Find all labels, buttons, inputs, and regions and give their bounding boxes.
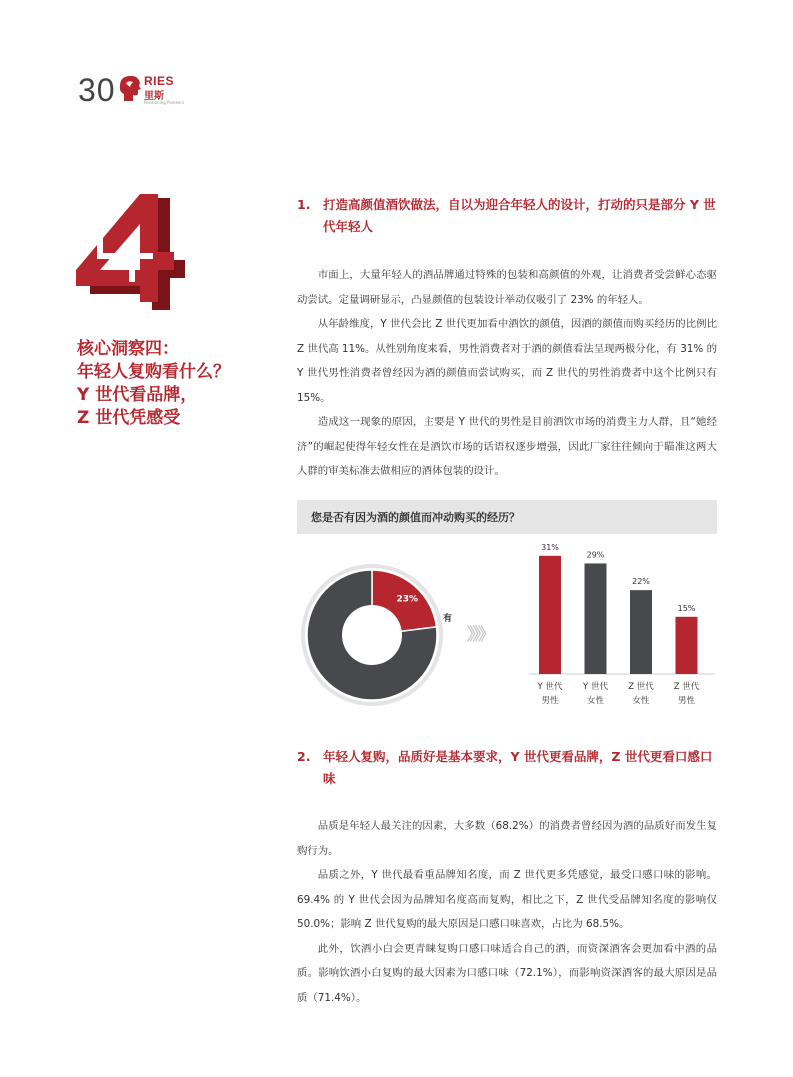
paragraph: 市面上，大量年轻人的酒品牌通过特殊的包装和高颜值的外观，让消费者受尝鲜心态驱动尝试。定量调研显示，凸显颜值的包装设计举动仅吸引了 23% 的年轻人。 bbox=[297, 269, 717, 306]
donut-legend-label: 有 bbox=[443, 614, 453, 624]
bar-category-label: 男性 bbox=[677, 696, 696, 706]
bar-category-label: 男性 bbox=[541, 696, 559, 706]
section1-heading bbox=[297, 194, 722, 238]
bar-category-label: Z 世代 bbox=[628, 682, 654, 692]
section1-heading-text: 打造高颜值酒饮做法，自以为迎合年轻人的设计，打动的只是部分 Y 世代年轻人 bbox=[323, 197, 716, 234]
bar-value-label: 22% bbox=[632, 577, 650, 587]
bar-value-label: 29% bbox=[586, 550, 605, 560]
bar-value-label: 31% bbox=[541, 542, 559, 552]
section1-number: 1. bbox=[297, 197, 311, 212]
paragraph: 品质之外，Y 世代最看重品牌知名度，而 Z 世代更多凭感觉，最受口感口味的影响。69.4% 的 Y 世代会因为品牌知名度高而复购，相比之下，Z 世代受品牌知名度的影响仅 50.0%；影响 Z 世代复购的最大原因是口感口味喜欢，占比为 68.5%。 bbox=[297, 869, 717, 930]
bar-category-label: 女性 bbox=[632, 696, 650, 706]
chart-canvas bbox=[297, 534, 717, 722]
bar-chart bbox=[529, 543, 715, 706]
bar-category-label: Z 世代 bbox=[673, 682, 700, 692]
chart-title: 您是否有因为酒的颜值而冲动购买的经历？ bbox=[311, 511, 520, 524]
chart-header bbox=[297, 500, 717, 534]
bar-category-label: 女性 bbox=[586, 696, 605, 706]
side-title-line: Z 世代凭感受 bbox=[77, 408, 181, 428]
side-insight-title bbox=[77, 338, 230, 430]
side-title-line: Y 世代看品牌， bbox=[77, 385, 198, 405]
section2-heading-text: 年轻人复购，品质好是基本要求，Y 世代更看品牌，Z 世代更看口感口味 bbox=[323, 749, 713, 786]
ries-logo bbox=[118, 74, 198, 108]
section1-body bbox=[297, 263, 717, 484]
bar-category-label: Y 世代 bbox=[537, 682, 563, 692]
logo-tagline: Positioning Pioneers bbox=[144, 100, 185, 105]
chapter-number-glyph: 4 bbox=[70, 190, 71, 191]
side-title-line: 核心洞察四： bbox=[77, 339, 179, 359]
donut-chart bbox=[303, 566, 441, 704]
paragraph: 此外，饮酒小白会更青睐复购口感口味适合自己的酒，而资深酒客会更加看中酒的品质。影响饮酒小白复购的最大因素为口感口味（72.1%），而影响资深酒客的最大原因是品质（71.4%）。 bbox=[297, 942, 717, 1004]
page-number: 30 bbox=[78, 72, 116, 108]
side-title-line: 年轻人复购看什么？ bbox=[77, 362, 230, 382]
bar bbox=[539, 556, 561, 674]
paragraph: 造成这一现象的原因，主要是 Y 世代的男性是目前酒饮市场的消费主力人群，且“她经济”的崛起使得年轻女性在是酒饮市场的话语权逐步增强，因此厂家往往倾向于瞄准这两大人群的审美标准去做相应的酒体包装的设计。 bbox=[297, 416, 717, 477]
chart-panel bbox=[297, 500, 717, 722]
section2-body bbox=[297, 814, 717, 1010]
head-silhouette-icon bbox=[118, 74, 142, 102]
bar bbox=[630, 590, 652, 674]
chapter-number-graphic bbox=[70, 190, 195, 320]
section2-heading bbox=[297, 746, 722, 790]
donut-hole bbox=[342, 605, 402, 665]
logo-name-en: RIES bbox=[144, 74, 175, 88]
bar-category-label: Y 世代 bbox=[583, 682, 608, 692]
logo-name-cn: 里斯 bbox=[144, 91, 164, 102]
paragraph: 品质是年轻人最关注的因素，大多数（68.2%）的消费者曾经因为酒的品质好而发生复购行为。 bbox=[297, 820, 717, 857]
bar-value-label: 15% bbox=[677, 603, 696, 613]
paragraph: 从年龄维度，Y 世代会比 Z 世代更加看中酒饮的颜值，因酒的颜值而购买经历的比例比 Z 世代高 11%。从性别角度来看，男性消费者对于酒的颜值看法呈现两极分化，有 31% 的 Y 世代男性消费者曾经因为酒的颜值而尝试购买，而 Z 世代的男性消费者中这个比例只有 15%。 bbox=[297, 318, 717, 404]
bar bbox=[585, 563, 607, 674]
donut-slice-label: 23% bbox=[396, 594, 419, 605]
arrows-icon: 》》》 bbox=[467, 625, 492, 645]
section2-number: 2. bbox=[297, 749, 311, 764]
bar bbox=[676, 617, 698, 674]
